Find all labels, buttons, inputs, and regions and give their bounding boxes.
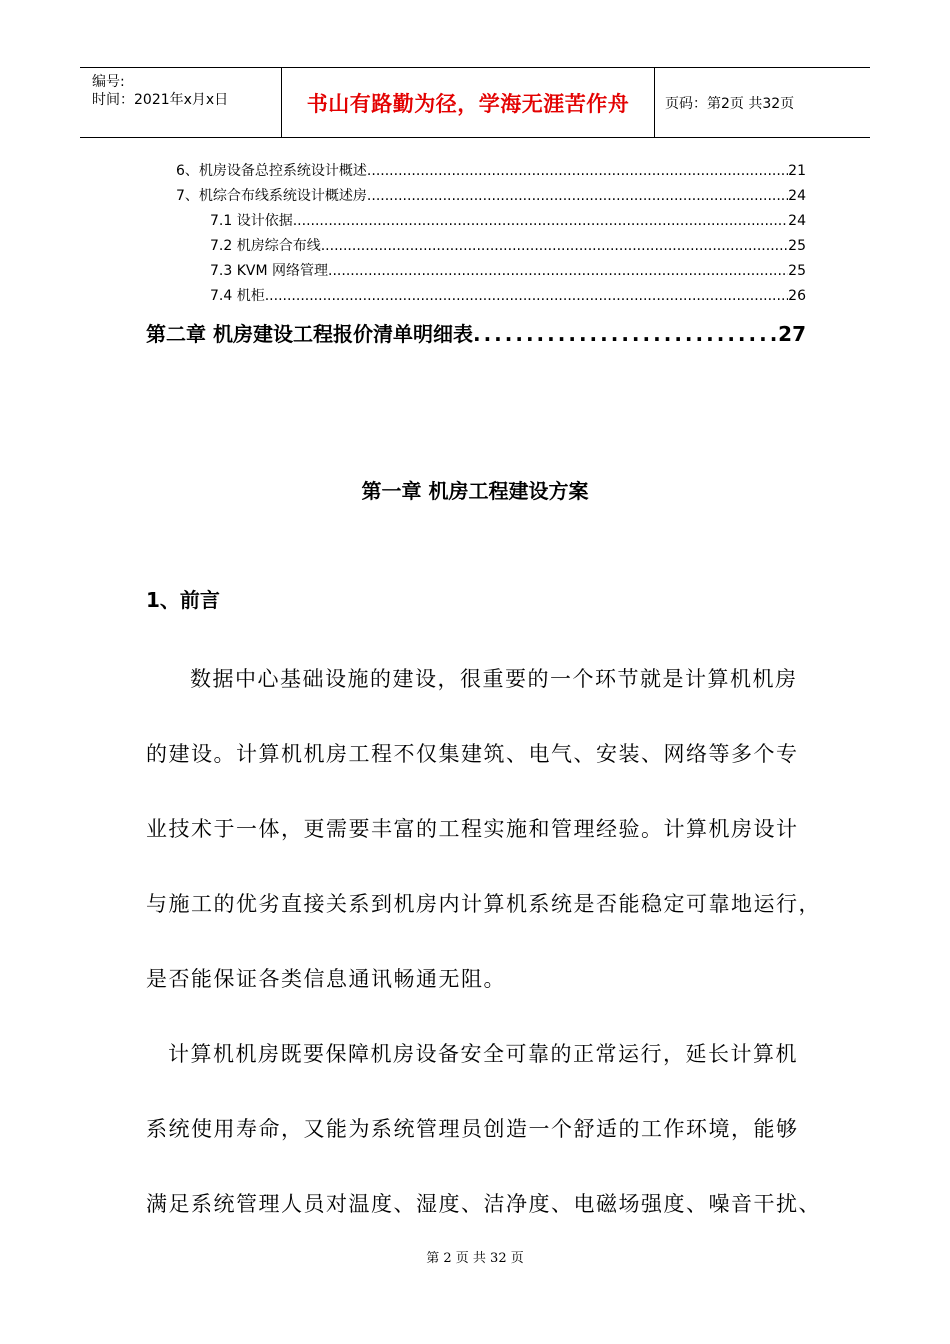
toc-item-page: 24 [788,188,806,204]
toc-chapter2-text: 第二章 机房建设工程报价清单明细表 [146,322,473,346]
header-left-cell [80,68,282,137]
paragraph-line: 数据中心基础设施的建设，很重要的一个环节就是计算机机房 [190,667,798,691]
toc-item-text: 7.2 机房综合布线 [210,238,321,254]
section1-title: 1、前言 [146,588,220,612]
toc-item-page: 26 [788,288,806,304]
toc-item-text: 6、机房设备总控系统设计概述 [176,163,367,179]
paragraph-line: 计算机机房既要保障机房设备安全可靠的正常运行，延长计算机 [168,1042,798,1066]
toc-item[interactable] [210,235,806,255]
toc-item[interactable] [210,210,806,230]
page-footer: 第 2 页 共 32 页 [426,1251,524,1266]
paragraph-line: 是否能保证各类信息通讯畅通无阻。 [146,967,506,991]
toc-leader-dots [473,322,778,346]
header-motto: 书山有路勤为径，学海无涯苦作舟 [282,68,655,137]
paragraph-line: 满足系统管理人员对温度、湿度、洁净度、电磁场强度、噪音干扰、 [146,1192,821,1216]
toc-item[interactable] [176,185,806,205]
toc-item-page: 25 [788,238,806,254]
toc-item-text: 7.1 设计依据 [210,213,293,229]
chapter1-title: 第一章 机房工程建设方案 [361,479,589,503]
toc-item-page: 21 [788,163,806,179]
paragraph-line: 与施工的优劣直接关系到机房内计算机系统是否能稳定可靠地运行， [146,892,821,916]
paragraph-requirements [146,1017,821,1242]
toc-chapter2-page: 27 [778,322,806,346]
header-page-info: 页码：第2页 共32页 [665,95,795,112]
document-header [80,67,870,138]
toc-chapter2[interactable] [146,318,806,347]
toc-item-text: 7.4 机柜 [210,288,265,304]
toc-leader-dots [321,238,788,254]
toc-leader-dots [293,213,788,229]
paragraph-line: 系统使用寿命，又能为系统管理员创造一个舒适的工作环境，能够 [146,1117,799,1141]
toc-item-page: 25 [788,263,806,279]
toc-leader-dots [367,163,788,179]
paragraph-line: 业技术于一体，更需要丰富的工程实施和管理经验。计算机房设计 [146,817,799,841]
toc-leader-dots [328,263,788,279]
toc-item[interactable] [210,285,806,305]
time-label: 时间：2021年x月x日 [92,92,229,108]
toc-item-text: 7、机综合布线系统设计概述房 [176,188,367,204]
toc-leader-dots [367,188,788,204]
toc-item-text: 7.3 KVM 网络管理 [210,263,329,279]
number-label: 编号: [92,74,125,90]
toc-item-page: 24 [788,213,806,229]
toc-leader-dots [265,288,788,304]
paragraph-line: 的建设。计算机机房工程不仅集建筑、电气、安装、网络等多个专 [146,742,799,766]
paragraph-intro [146,642,821,1017]
toc-item[interactable] [176,160,806,180]
toc-item[interactable] [210,260,806,280]
